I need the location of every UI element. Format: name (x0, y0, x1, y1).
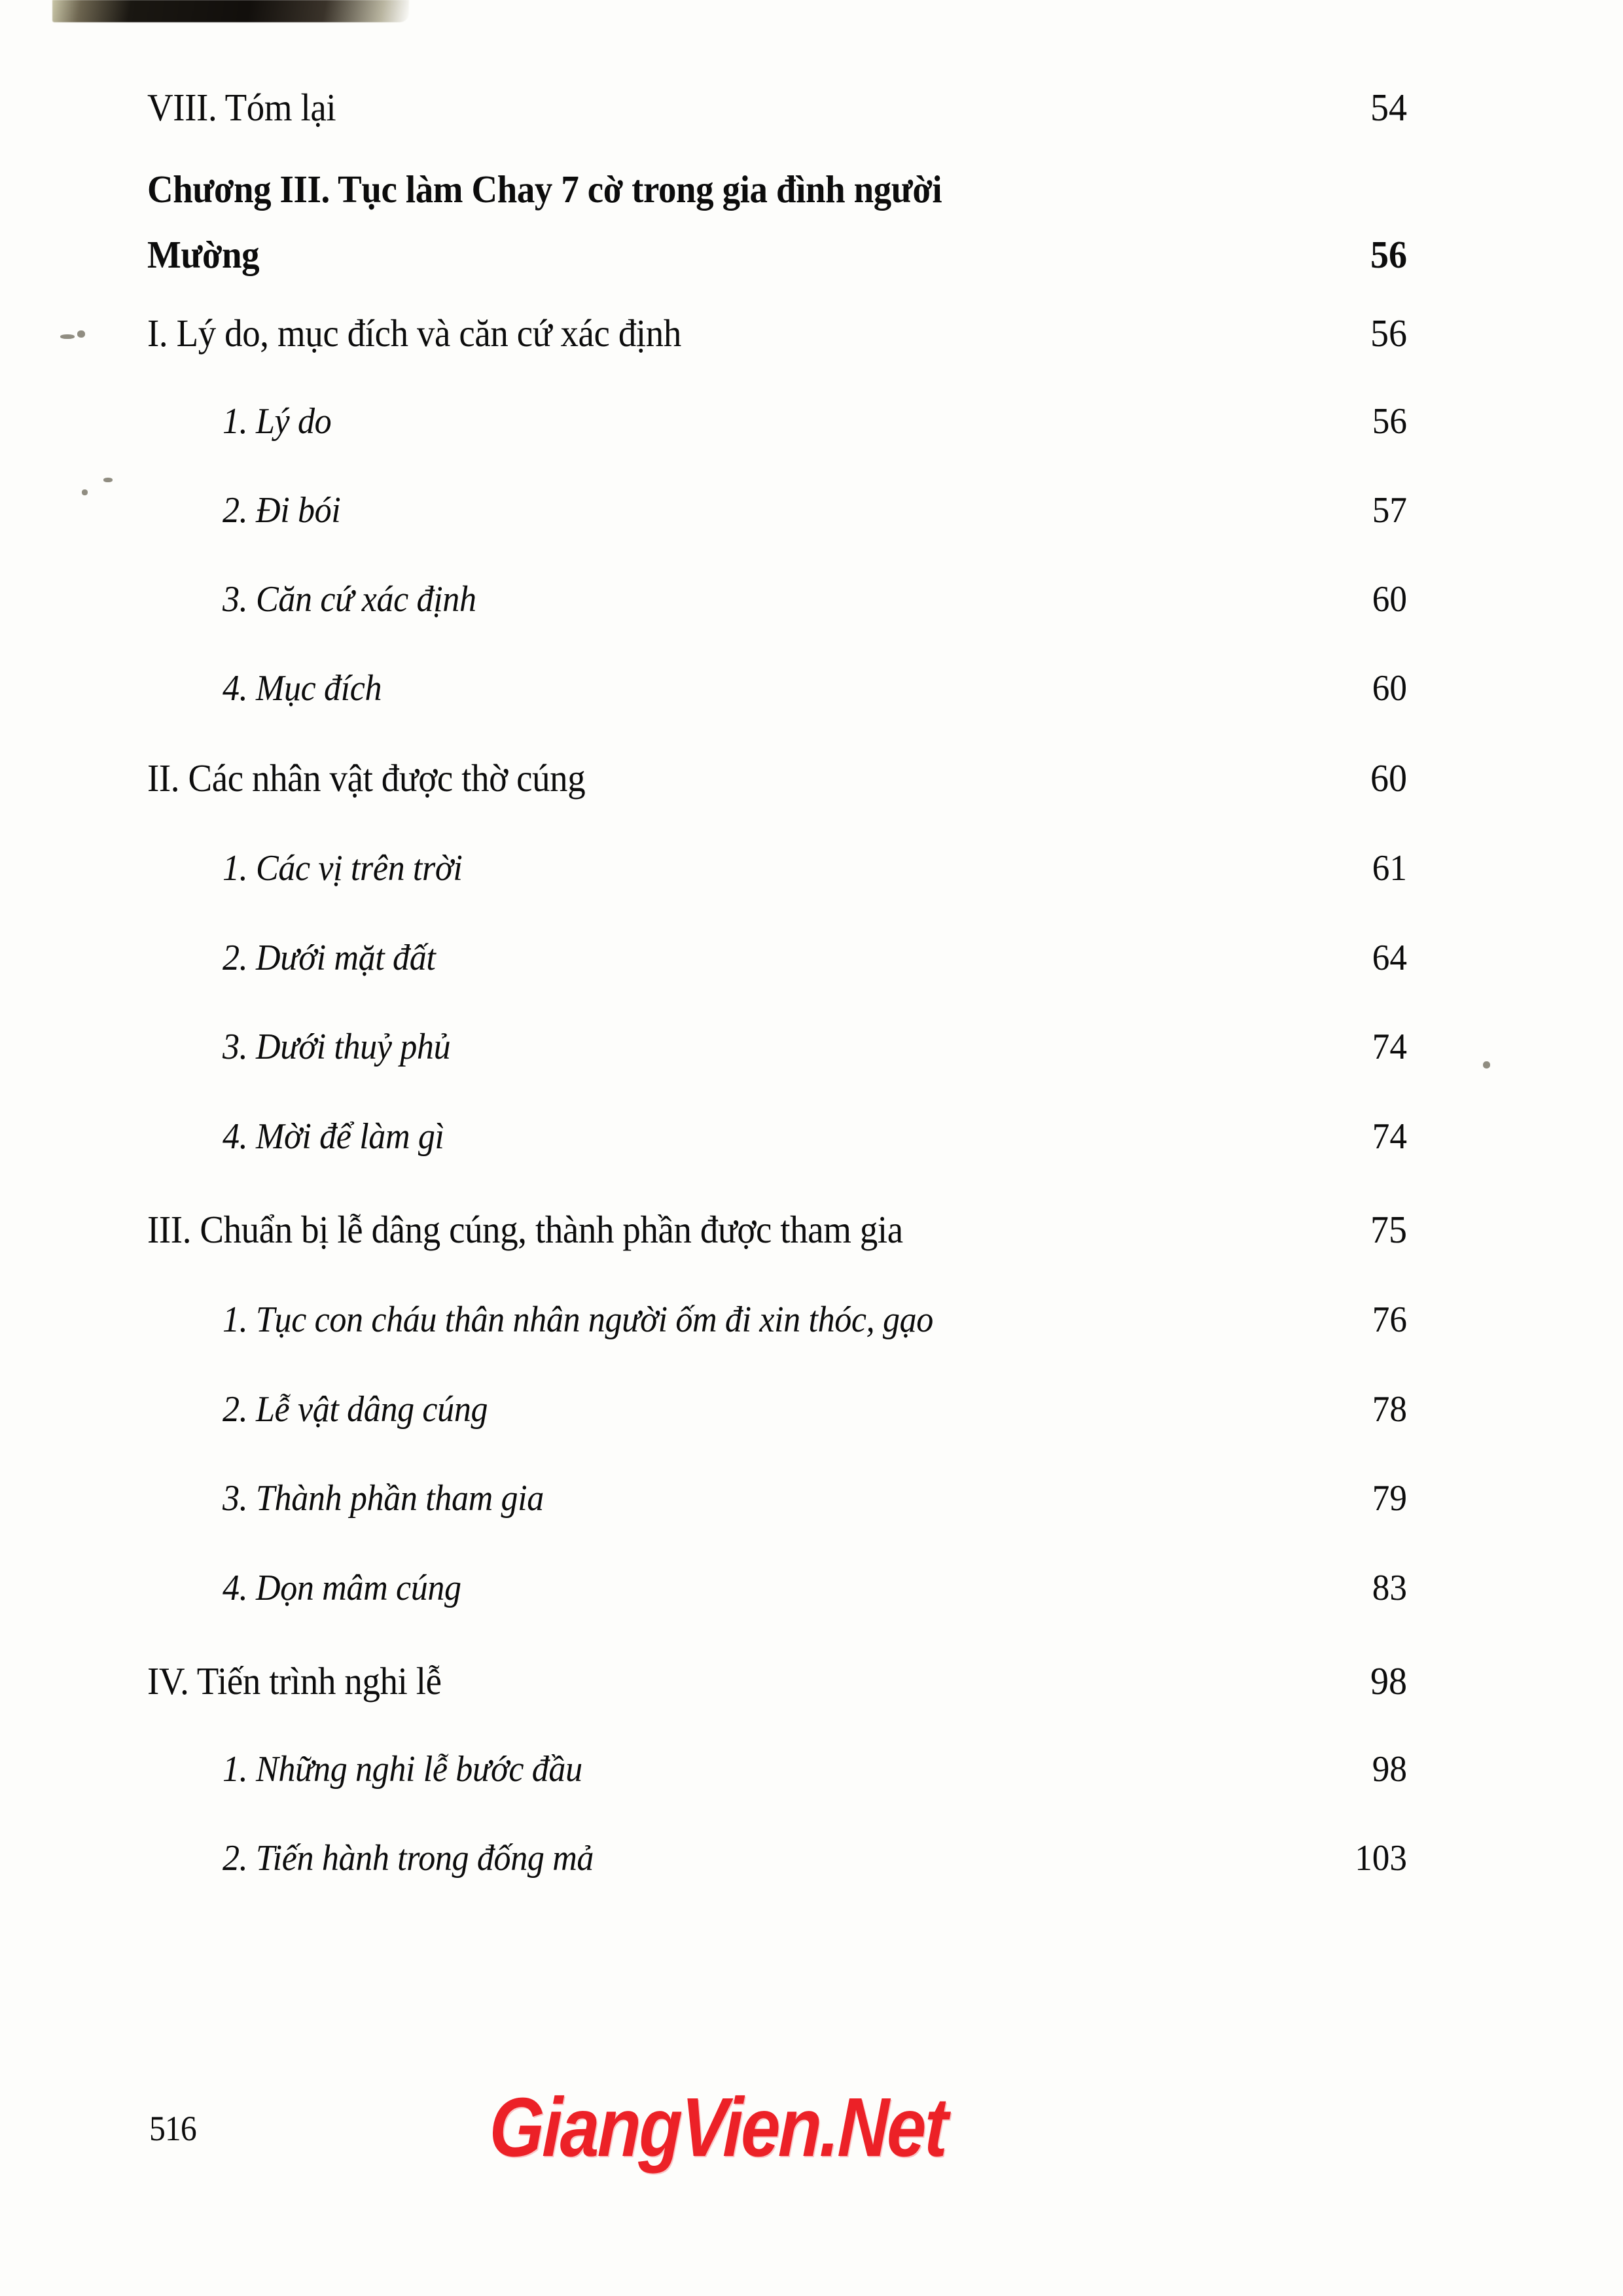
toc-entry-label: 3. Thành phần tham gia (223, 1478, 544, 1519)
toc-entry (223, 937, 1407, 979)
toc-entry (223, 1748, 1407, 1790)
toc-entry-page-number: 98 (1370, 1659, 1407, 1703)
toc-entry-page-number: 83 (1372, 1568, 1407, 1608)
toc-entry-page-number: 75 (1370, 1208, 1407, 1251)
toc-entry (147, 311, 1407, 356)
scan-speck-artifact (60, 334, 75, 339)
toc-entry (223, 1567, 1407, 1609)
scan-speck-artifact (1483, 1061, 1490, 1069)
toc-entry (223, 1477, 1407, 1519)
toc-entry-page-number: 103 (1355, 1838, 1407, 1879)
toc-entry (223, 578, 1407, 620)
toc-entry-page-number: 56 (1370, 311, 1407, 355)
site-watermark: GiangVien.Net (488, 2081, 948, 2174)
page-number: 516 (149, 2109, 196, 2148)
toc-entry-page-number: 56 (1372, 401, 1407, 442)
toc-entry-page-number: 74 (1372, 1116, 1407, 1157)
toc-entry-label: VIII. Tóm lại (147, 86, 336, 129)
toc-entry-label: Chương III. Tục làm Chay 7 cờ trong gia đình người (147, 168, 942, 211)
toc-entry-label: IV. Tiến trình nghi lễ (147, 1659, 442, 1703)
toc-entry-label: 4. Mời để làm gì (223, 1116, 444, 1157)
toc-entry (223, 667, 1407, 709)
toc-entry-page-number: 61 (1372, 848, 1407, 889)
toc-entry-page-number: 60 (1372, 668, 1407, 709)
toc-entry (223, 400, 1407, 442)
toc-entry-page-number: 57 (1372, 490, 1407, 531)
toc-entry-label: 3. Căn cứ xác định (223, 579, 476, 620)
toc-entry-label: III. Chuẩn bị lễ dâng cúng, thành phần được tham gia (147, 1208, 903, 1251)
toc-entry-page-number: 54 (1370, 86, 1407, 129)
scan-edge-artifact (52, 0, 409, 22)
toc-entry-page-number: 56 (1370, 233, 1407, 276)
toc-entry-label: 2. Tiến hành trong đống mả (223, 1838, 594, 1879)
toc-entry (147, 1207, 1407, 1252)
scan-speck-artifact (77, 330, 85, 338)
scan-speck-artifact (82, 489, 88, 495)
toc-entry-page-number: 76 (1372, 1299, 1407, 1340)
toc-entry-label: I. Lý do, mục đích và căn cứ xác định (147, 311, 681, 355)
toc-entry (223, 1388, 1407, 1430)
toc-entry-label: 2. Đi bói (223, 490, 341, 531)
toc-entry (147, 1659, 1407, 1704)
toc-entry-label: 1. Tục con cháu thân nhân người ốm đi xin thóc, gạo (223, 1299, 933, 1340)
toc-entry (223, 1026, 1407, 1068)
toc-entry-page-number: 60 (1372, 579, 1407, 620)
toc-entry-page-number: 79 (1372, 1478, 1407, 1519)
toc-entry (147, 167, 1407, 212)
scan-speck-artifact (103, 478, 113, 482)
toc-entry-label: Mường (147, 233, 260, 276)
toc-entry-page-number: 60 (1370, 756, 1407, 800)
toc-entry-label: 1. Lý do (223, 401, 332, 442)
toc-entry-label: 2. Lễ vật dâng cúng (223, 1389, 488, 1430)
toc-entry-page-number: 78 (1372, 1389, 1407, 1430)
toc-entry (223, 847, 1407, 889)
toc-entry (223, 1299, 1407, 1341)
toc-entry (147, 756, 1407, 801)
toc-entry-label: 1. Các vị trên trời (223, 848, 463, 889)
toc-entry-page-number: 74 (1372, 1027, 1407, 1067)
toc-entry-label: II. Các nhân vật được thờ cúng (147, 756, 586, 800)
toc-entry-label: 2. Dưới mặt đất (223, 938, 436, 978)
toc-entry (147, 85, 1407, 130)
toc-entry-label: 4. Mục đích (223, 668, 382, 709)
toc-entry-page-number: 98 (1372, 1749, 1407, 1790)
toc-entry-page-number: 64 (1372, 938, 1407, 978)
toc-entry (223, 489, 1407, 531)
toc-entry-label: 3. Dưới thuỷ phủ (223, 1027, 451, 1067)
toc-entry (223, 1837, 1407, 1879)
toc-entry-label: 4. Dọn mâm cúng (223, 1568, 461, 1608)
toc-entry-label: 1. Những nghi lễ bước đầu (223, 1749, 582, 1790)
toc-entry (147, 232, 1407, 277)
toc-entry (223, 1116, 1407, 1157)
